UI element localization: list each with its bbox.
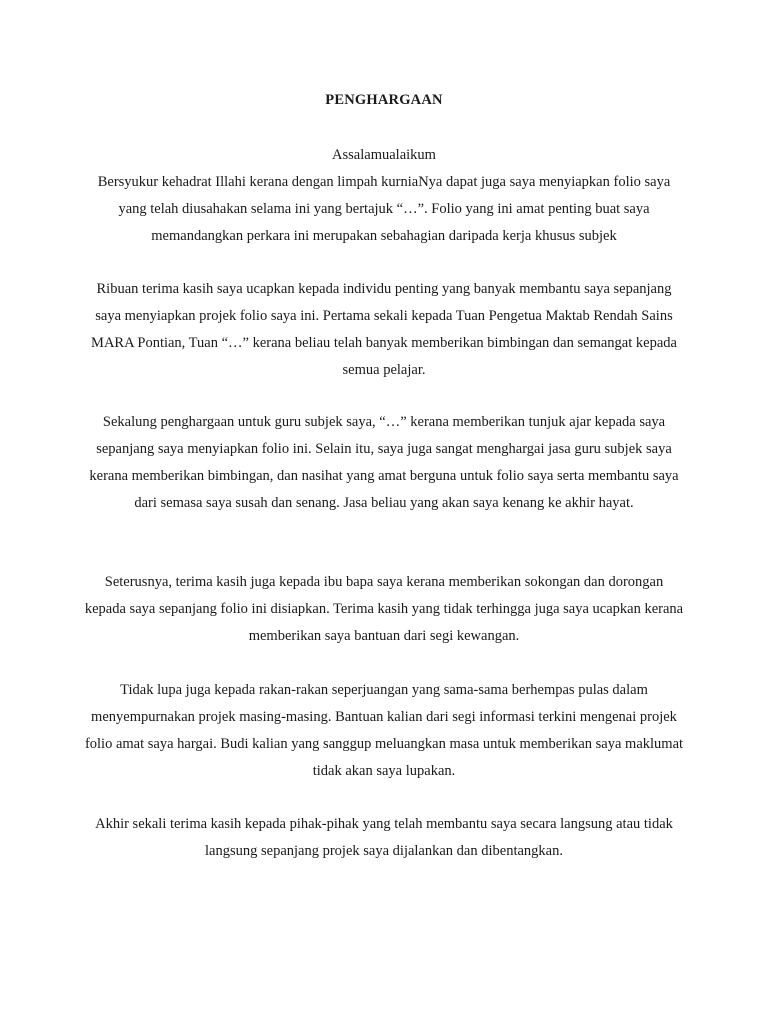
- paragraph-text: Ribuan terima kasih saya ucapkan kepada individu penting yang banyak membantu saya sepanjang saya menyiapkan projek folio saya ini. Pertama sekali kepada Tuan Pengetua Maktab Rendah Sains MARA Pontian, Tuan “…” kerana beliau telah banyak memberikan bimbingan dan semangat kepada semua pelajar.: [91, 281, 677, 378]
- paragraph-closing: [84, 811, 684, 865]
- opening-section: [84, 142, 684, 250]
- greeting-line: Assalamualaikum: [332, 147, 436, 163]
- paragraph-gratitude: Bersyukur kehadrat Illahi kerana dengan limpah kurniaNya dapat juga saya menyiapkan folio saya yang telah diusahakan selama ini yang bertajuk “…”. Folio yang ini amat penting buat saya memandangkan perkara ini merupakan sebahagian daripada kerja khusus subjek: [97, 174, 671, 244]
- paragraph-parents: [84, 569, 684, 650]
- page-title: PENGHARGAAN: [325, 92, 443, 108]
- paragraph-text: Akhir sekali terima kasih kepada pihak-pihak yang telah membantu saya secara langsung atau tidak langsung sepanjang projek saya dijalankan dan dibentangkan.: [95, 816, 673, 859]
- paragraph-teacher: [84, 409, 684, 517]
- paragraph-principal: [84, 276, 684, 384]
- paragraph-text: Tidak lupa juga kepada rakan-rakan seperjuangan yang sama-sama berhempas pulas dalam menyempurnakan projek masing-masing. Bantuan kalian dari segi informasi terkini mengenai projek folio amat saya hargai. Budi kalian yang sanggup meluangkan masa untuk memberikan saya maklumat tidak akan saya lupakan.: [84, 682, 684, 779]
- paragraph-friends: [84, 677, 684, 785]
- paragraph-text: Sekalung penghargaan untuk guru subjek saya, “…” kerana memberikan tunjuk ajar kepada saya sepanjang saya menyiapkan folio ini. Selain itu, saya juga sangat menghargai jasa guru subjek saya kerana memberikan bimbingan, dan nasihat yang amat berguna untuk folio saya serta membantu saya dari semasa saya susah dan senang. Jasa beliau yang akan saya kenang ke akhir hayat.: [89, 414, 679, 511]
- paragraph-text: Seterusnya, terima kasih juga kepada ibu bapa saya kerana memberikan sokongan dan dorongan kepada saya sepanjang folio ini disiapkan. Terima kasih yang tidak terhingga juga saya ucapkan kerana memberikan saya bantuan dari segi kewangan.: [84, 574, 684, 644]
